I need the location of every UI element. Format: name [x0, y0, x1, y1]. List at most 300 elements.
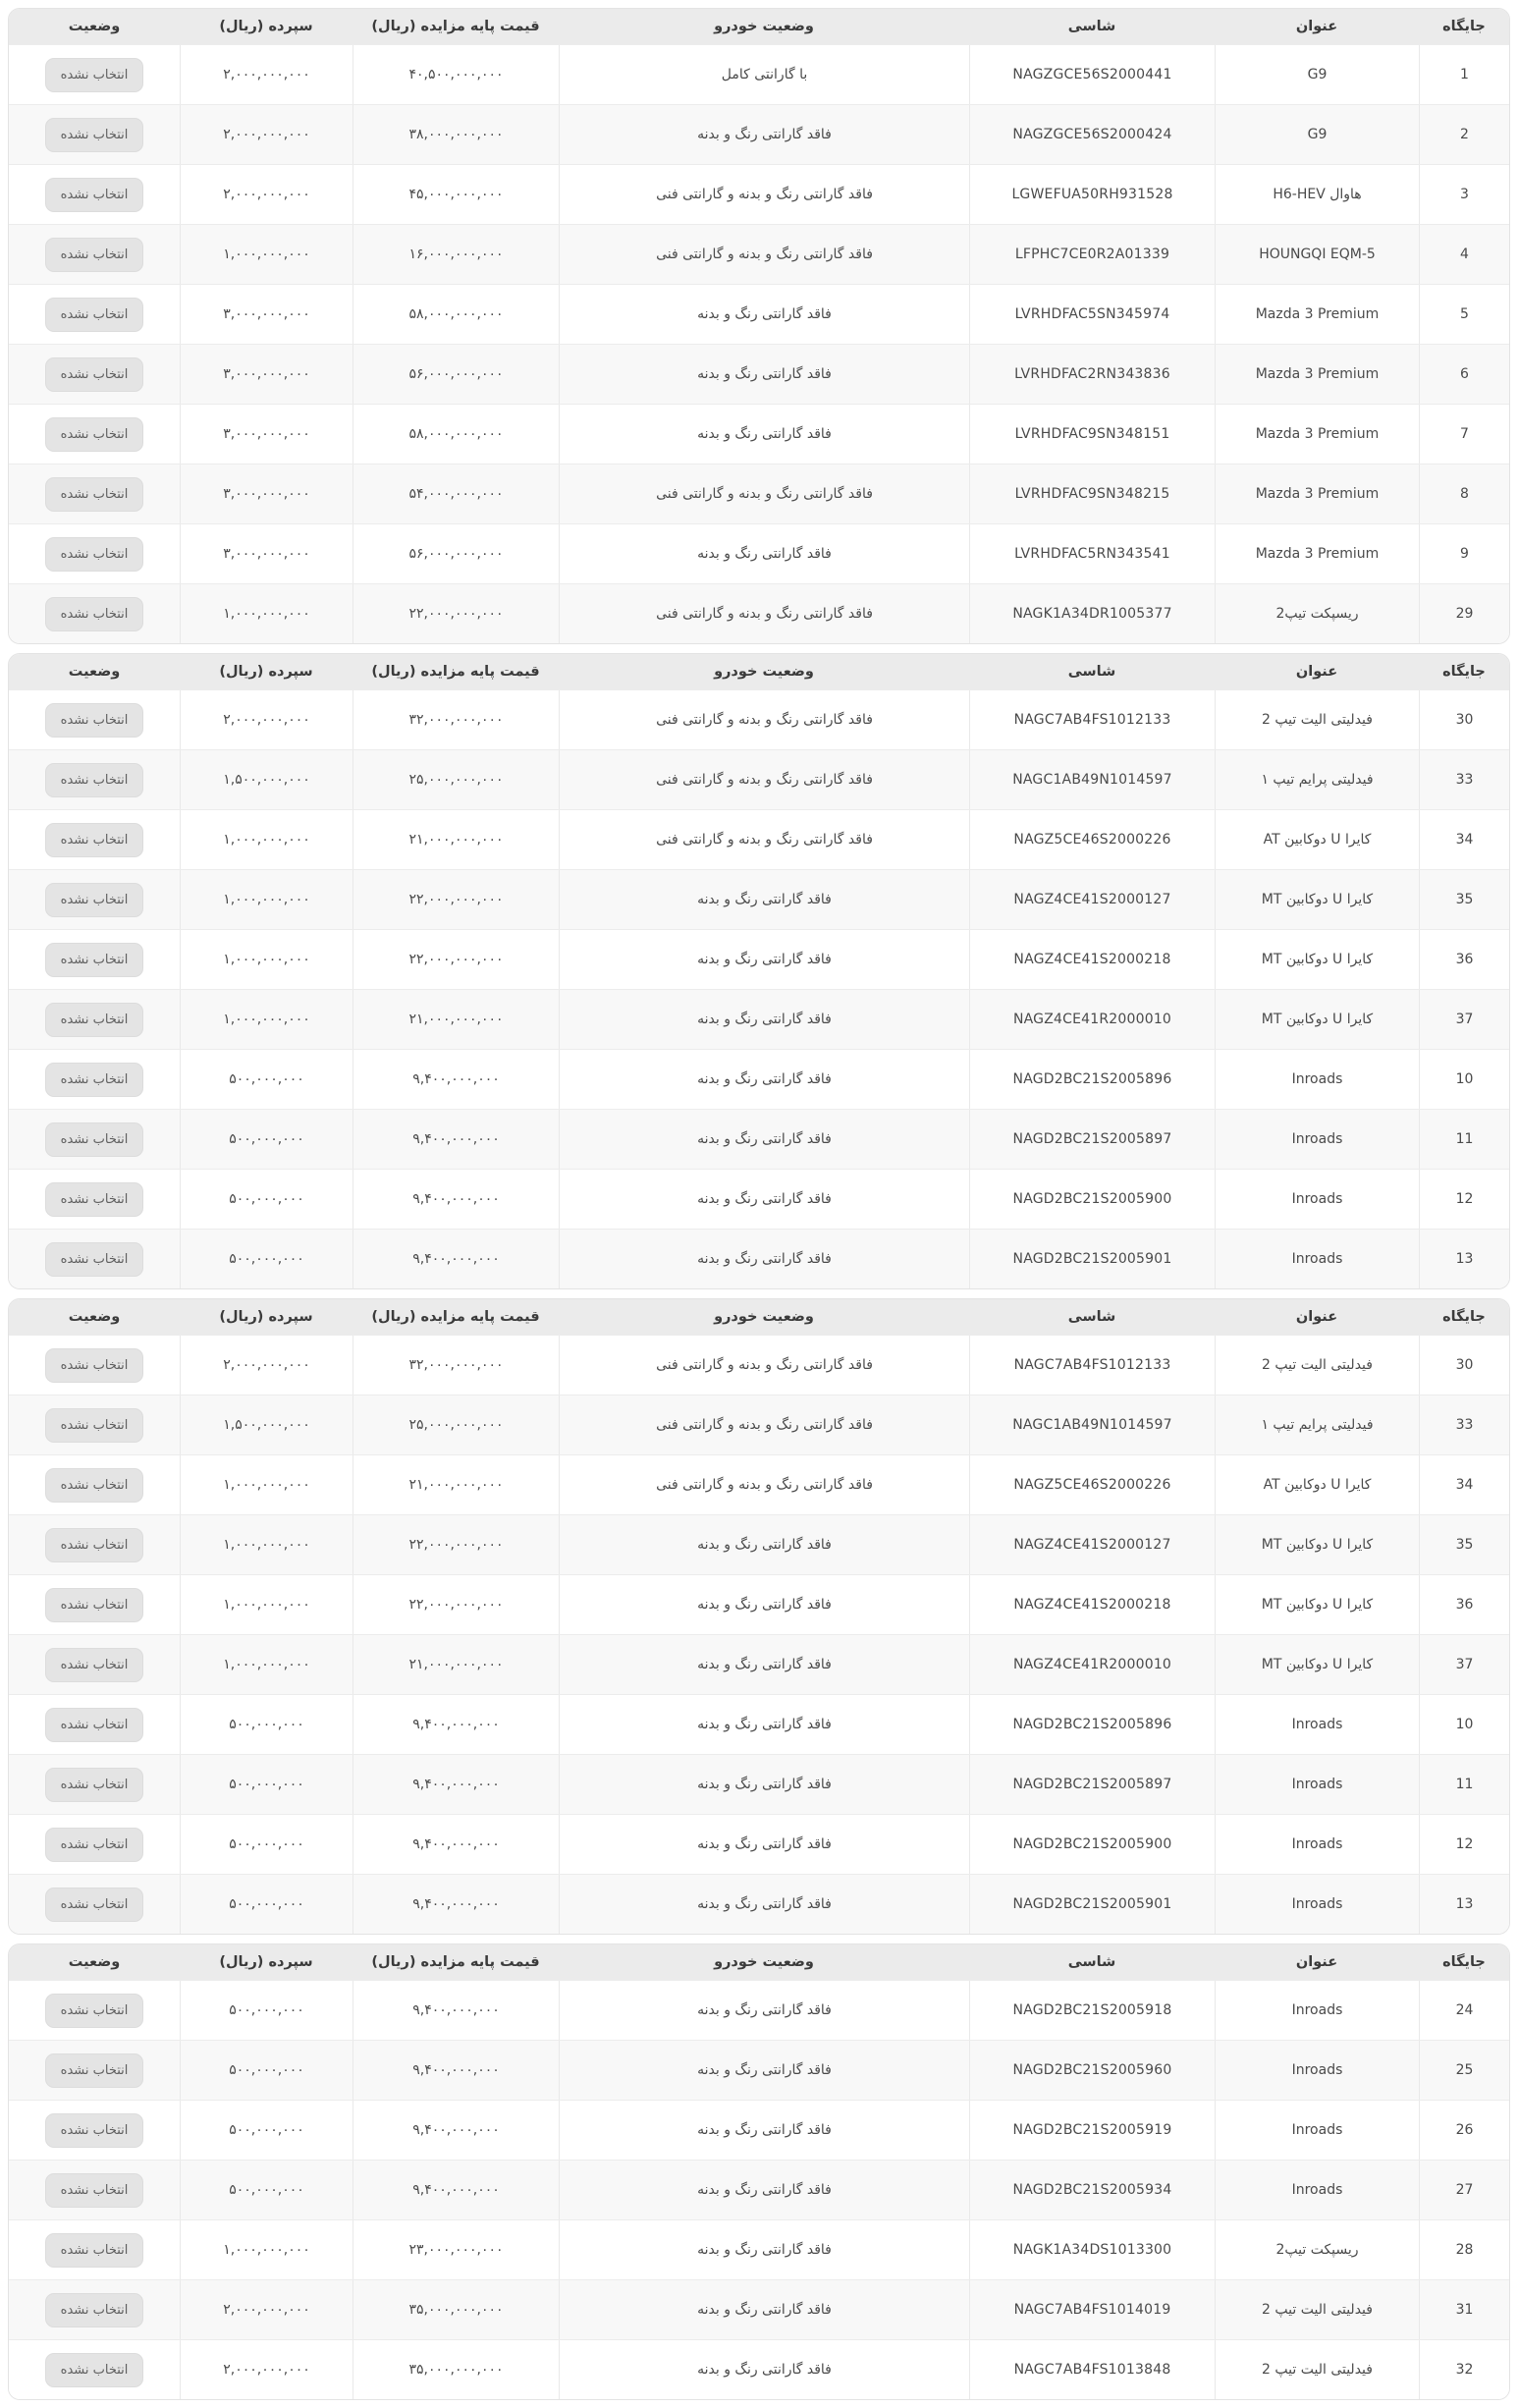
cell-position: 29 [1419, 584, 1509, 643]
cell-base-price: ۵۴,۰۰۰,۰۰۰,۰۰۰ [352, 465, 559, 523]
cell-base-price: ۳۵,۰۰۰,۰۰۰,۰۰۰ [352, 2340, 559, 2399]
cell-title: Inroads [1215, 1695, 1419, 1754]
cell-position: 32 [1419, 2340, 1509, 2399]
cell-base-price: ۹,۴۰۰,۰۰۰,۰۰۰ [352, 1695, 559, 1754]
cell-chassis: NAGZGCE56S2000441 [969, 45, 1215, 104]
cell-title: Inroads [1215, 1755, 1419, 1814]
table-row [9, 2040, 1509, 2100]
cell-title: Mazda 3 Premium [1215, 345, 1419, 404]
status-not-selected-button[interactable]: انتخاب نشده [45, 2173, 144, 2208]
table-row [9, 404, 1509, 464]
cell-status [9, 750, 180, 809]
status-not-selected-button[interactable]: انتخاب نشده [45, 2353, 144, 2387]
status-not-selected-button[interactable]: انتخاب نشده [45, 823, 144, 857]
cell-deposit: ۲,۰۰۰,۰۰۰,۰۰۰ [180, 105, 352, 164]
status-not-selected-button[interactable]: انتخاب نشده [45, 1468, 144, 1503]
cell-vehicle-condition: فاقد گارانتی رنگ و بدنه و گارانتی فنی [559, 465, 969, 523]
table-row [9, 1980, 1509, 2040]
cell-chassis: NAGD2BC21S2005897 [969, 1110, 1215, 1169]
cell-vehicle-condition: فاقد گارانتی رنگ و بدنه [559, 870, 969, 929]
cell-vehicle-condition: فاقد گارانتی رنگ و بدنه و گارانتی فنی [559, 584, 969, 643]
table-row [9, 2100, 1509, 2160]
cell-status [9, 584, 180, 643]
cell-position: 25 [1419, 2041, 1509, 2100]
table-row [9, 164, 1509, 224]
cell-chassis: NAGD2BC21S2005960 [969, 2041, 1215, 2100]
cell-title: کایرا U دوکابین MT [1215, 930, 1419, 989]
status-not-selected-button[interactable]: انتخاب نشده [45, 1063, 144, 1097]
cell-base-price: ۲۲,۰۰۰,۰۰۰,۰۰۰ [352, 870, 559, 929]
column-header: وضعیت [68, 1954, 121, 1970]
status-not-selected-button[interactable]: انتخاب نشده [45, 1828, 144, 1862]
cell-base-price: ۵۶,۰۰۰,۰۰۰,۰۰۰ [352, 524, 559, 583]
table-row [9, 523, 1509, 583]
table-row [9, 2279, 1509, 2339]
cell-deposit: ۳,۰۰۰,۰۰۰,۰۰۰ [180, 345, 352, 404]
cell-base-price: ۹,۴۰۰,۰۰۰,۰۰۰ [352, 1755, 559, 1814]
cell-chassis: NAGD2BC21S2005918 [969, 1981, 1215, 2040]
cell-base-price: ۹,۴۰۰,۰۰۰,۰۰۰ [352, 2161, 559, 2219]
cell-title: Inroads [1215, 1875, 1419, 1934]
cell-base-price: ۵۸,۰۰۰,۰۰۰,۰۰۰ [352, 405, 559, 464]
cell-position: 10 [1419, 1050, 1509, 1109]
cell-vehicle-condition: فاقد گارانتی رنگ و بدنه [559, 1695, 969, 1754]
status-not-selected-button[interactable]: انتخاب نشده [45, 1648, 144, 1682]
cell-position: 30 [1419, 1336, 1509, 1395]
table-row [9, 1874, 1509, 1934]
cell-vehicle-condition: فاقد گارانتی رنگ و بدنه [559, 345, 969, 404]
cell-deposit: ۲,۰۰۰,۰۰۰,۰۰۰ [180, 2280, 352, 2339]
cell-chassis: NAGD2BC21S2005900 [969, 1170, 1215, 1229]
cell-title: ریسپکت تیپ2 [1215, 2220, 1419, 2279]
cell-base-price: ۲۵,۰۰۰,۰۰۰,۰۰۰ [352, 1396, 559, 1454]
status-not-selected-button[interactable]: انتخاب نشده [45, 2053, 144, 2088]
cell-chassis: NAGC7AB4FS1013848 [969, 2340, 1215, 2399]
status-not-selected-button[interactable]: انتخاب نشده [45, 357, 144, 392]
cell-vehicle-condition: فاقد گارانتی رنگ و بدنه [559, 1050, 969, 1109]
column-header: عنوان [1295, 19, 1338, 34]
status-not-selected-button[interactable]: انتخاب نشده [45, 2113, 144, 2148]
cell-chassis: LVRHDFAC9SN348215 [969, 465, 1215, 523]
cell-position: 37 [1419, 990, 1509, 1049]
cell-chassis: NAGD2BC21S2005896 [969, 1050, 1215, 1109]
cell-vehicle-condition: فاقد گارانتی رنگ و بدنه [559, 1815, 969, 1874]
cell-position: 7 [1419, 405, 1509, 464]
column-header: سپرده (ریال) [219, 19, 313, 34]
cell-position: 12 [1419, 1815, 1509, 1874]
cell-deposit: ۵۰۰,۰۰۰,۰۰۰ [180, 1170, 352, 1229]
table-row [9, 344, 1509, 404]
column-header: وضعیت [68, 19, 121, 34]
column-header: قیمت پایه مزایده (ریال) [371, 1954, 540, 1970]
table-header-row [9, 654, 1509, 689]
column-header: جایگاه [1442, 19, 1486, 34]
cell-title: کایرا U دوکابین AT [1215, 810, 1419, 869]
cell-status [9, 105, 180, 164]
cell-status [9, 1515, 180, 1574]
cell-base-price: ۲۱,۰۰۰,۰۰۰,۰۰۰ [352, 1635, 559, 1694]
status-not-selected-button[interactable]: انتخاب نشده [45, 1348, 144, 1383]
table-row [9, 104, 1509, 164]
status-not-selected-button[interactable]: انتخاب نشده [45, 763, 144, 797]
cell-vehicle-condition: فاقد گارانتی رنگ و بدنه [559, 1170, 969, 1229]
cell-deposit: ۲,۰۰۰,۰۰۰,۰۰۰ [180, 2340, 352, 2399]
cell-deposit: ۱,۰۰۰,۰۰۰,۰۰۰ [180, 584, 352, 643]
cell-title: Mazda 3 Premium [1215, 465, 1419, 523]
table-row [9, 464, 1509, 523]
column-header: شاسی [1067, 1954, 1116, 1970]
table-header-row [9, 1299, 1509, 1335]
cell-deposit: ۵۰۰,۰۰۰,۰۰۰ [180, 1981, 352, 2040]
cell-status [9, 2280, 180, 2339]
status-not-selected-button[interactable]: انتخاب نشده [45, 238, 144, 272]
cell-vehicle-condition: فاقد گارانتی رنگ و بدنه [559, 1981, 969, 2040]
cell-status [9, 1230, 180, 1288]
table-row [9, 929, 1509, 989]
cell-title: Inroads [1215, 1981, 1419, 2040]
cell-base-price: ۲۲,۰۰۰,۰۰۰,۰۰۰ [352, 1515, 559, 1574]
column-header: عنوان [1295, 1309, 1338, 1325]
cell-title: فیدلیتی الیت تیپ 2 [1215, 1336, 1419, 1395]
column-header: شاسی [1067, 19, 1116, 34]
cell-base-price: ۴۰,۵۰۰,۰۰۰,۰۰۰ [352, 45, 559, 104]
cell-chassis: LVRHDFAC9SN348151 [969, 405, 1215, 464]
cell-position: 3 [1419, 165, 1509, 224]
cell-base-price: ۲۲,۰۰۰,۰۰۰,۰۰۰ [352, 584, 559, 643]
cell-position: 8 [1419, 465, 1509, 523]
cell-chassis: NAGD2BC21S2005901 [969, 1230, 1215, 1288]
status-not-selected-button[interactable]: انتخاب نشده [45, 118, 144, 152]
cell-position: 1 [1419, 45, 1509, 104]
status-not-selected-button[interactable]: انتخاب نشده [45, 2293, 144, 2327]
cell-status [9, 1695, 180, 1754]
cell-title: Inroads [1215, 1170, 1419, 1229]
cell-deposit: ۲,۰۰۰,۰۰۰,۰۰۰ [180, 1336, 352, 1395]
status-not-selected-button[interactable]: انتخاب نشده [45, 1994, 144, 2028]
cell-vehicle-condition: فاقد گارانتی رنگ و بدنه [559, 1515, 969, 1574]
status-not-selected-button[interactable]: انتخاب نشده [45, 298, 144, 332]
cell-title: فیدلیتی الیت تیپ 2 [1215, 2340, 1419, 2399]
cell-position: 27 [1419, 2161, 1509, 2219]
cell-deposit: ۱,۰۰۰,۰۰۰,۰۰۰ [180, 930, 352, 989]
cell-chassis: NAGZ4CE41R2000010 [969, 1635, 1215, 1694]
column-header: جایگاه [1442, 1954, 1486, 1970]
column-header: قیمت پایه مزایده (ریال) [371, 664, 540, 680]
cell-position: 36 [1419, 1575, 1509, 1634]
cell-status [9, 930, 180, 989]
cell-title: Inroads [1215, 1230, 1419, 1288]
cell-status [9, 1336, 180, 1395]
status-not-selected-button[interactable]: انتخاب نشده [45, 1003, 144, 1037]
cell-deposit: ۳,۰۰۰,۰۰۰,۰۰۰ [180, 465, 352, 523]
cell-chassis: NAGD2BC21S2005900 [969, 1815, 1215, 1874]
table-row [9, 224, 1509, 284]
column-header: شاسی [1067, 1309, 1116, 1325]
column-header: وضعیت خودرو [714, 1309, 814, 1325]
cell-title: Inroads [1215, 2041, 1419, 2100]
cell-vehicle-condition: فاقد گارانتی رنگ و بدنه [559, 1755, 969, 1814]
cell-chassis: NAGD2BC21S2005901 [969, 1875, 1215, 1934]
cell-title: کایرا U دوکابین MT [1215, 1515, 1419, 1574]
cell-vehicle-condition: فاقد گارانتی رنگ و بدنه [559, 2280, 969, 2339]
cell-chassis: NAGC7AB4FS1014019 [969, 2280, 1215, 2339]
cell-deposit: ۱,۰۰۰,۰۰۰,۰۰۰ [180, 1575, 352, 1634]
cell-vehicle-condition: فاقد گارانتی رنگ و بدنه [559, 524, 969, 583]
cell-deposit: ۱,۵۰۰,۰۰۰,۰۰۰ [180, 750, 352, 809]
cell-position: 26 [1419, 2101, 1509, 2160]
cell-chassis: NAGK1A34DS1013300 [969, 2220, 1215, 2279]
cell-vehicle-condition: فاقد گارانتی رنگ و بدنه [559, 2101, 969, 2160]
cell-title: Inroads [1215, 2161, 1419, 2219]
status-not-selected-button[interactable]: انتخاب نشده [45, 417, 144, 452]
cell-title: Inroads [1215, 2101, 1419, 2160]
cell-position: 13 [1419, 1875, 1509, 1934]
status-not-selected-button[interactable]: انتخاب نشده [45, 537, 144, 572]
cell-position: 5 [1419, 285, 1509, 344]
cell-chassis: NAGK1A34DR1005377 [969, 584, 1215, 643]
cell-title: فیدلیتی پرایم تیپ ۱ [1215, 1396, 1419, 1454]
table-header-row [9, 9, 1509, 44]
cell-status [9, 524, 180, 583]
cell-title: G9 [1215, 105, 1419, 164]
cell-deposit: ۲,۰۰۰,۰۰۰,۰۰۰ [180, 165, 352, 224]
status-not-selected-button[interactable]: انتخاب نشده [45, 1122, 144, 1157]
cell-chassis: NAGZ4CE41S2000127 [969, 870, 1215, 929]
cell-status [9, 1575, 180, 1634]
cell-status [9, 1050, 180, 1109]
cell-chassis: NAGD2BC21S2005919 [969, 2101, 1215, 2160]
cell-base-price: ۲۱,۰۰۰,۰۰۰,۰۰۰ [352, 990, 559, 1049]
cell-deposit: ۳,۰۰۰,۰۰۰,۰۰۰ [180, 405, 352, 464]
table-row [9, 1514, 1509, 1574]
status-not-selected-button[interactable]: انتخاب نشده [45, 58, 144, 92]
table-row [9, 1049, 1509, 1109]
cell-base-price: ۹,۴۰۰,۰۰۰,۰۰۰ [352, 2041, 559, 2100]
cell-vehicle-condition: فاقد گارانتی رنگ و بدنه [559, 930, 969, 989]
status-not-selected-button[interactable]: انتخاب نشده [45, 1708, 144, 1742]
cell-title: Inroads [1215, 1815, 1419, 1874]
cell-chassis: LGWEFUA50RH931528 [969, 165, 1215, 224]
cell-position: 35 [1419, 1515, 1509, 1574]
cell-position: 31 [1419, 2280, 1509, 2339]
cell-title: فیدلیتی پرایم تیپ ۱ [1215, 750, 1419, 809]
cell-base-price: ۹,۴۰۰,۰۰۰,۰۰۰ [352, 1170, 559, 1229]
cell-vehicle-condition: فاقد گارانتی رنگ و بدنه [559, 1875, 969, 1934]
cell-vehicle-condition: با گارانتی کامل [559, 45, 969, 104]
cell-position: 13 [1419, 1230, 1509, 1288]
status-not-selected-button[interactable]: انتخاب نشده [45, 703, 144, 738]
cell-base-price: ۵۸,۰۰۰,۰۰۰,۰۰۰ [352, 285, 559, 344]
cell-base-price: ۳۲,۰۰۰,۰۰۰,۰۰۰ [352, 690, 559, 749]
column-header: شاسی [1067, 664, 1116, 680]
cell-deposit: ۲,۰۰۰,۰۰۰,۰۰۰ [180, 45, 352, 104]
cell-base-price: ۲۱,۰۰۰,۰۰۰,۰۰۰ [352, 810, 559, 869]
status-not-selected-button[interactable]: انتخاب نشده [45, 1528, 144, 1562]
status-not-selected-button[interactable]: انتخاب نشده [45, 1768, 144, 1802]
cell-status [9, 810, 180, 869]
cell-status [9, 225, 180, 284]
table-body [9, 44, 1509, 643]
cell-deposit: ۵۰۰,۰۰۰,۰۰۰ [180, 2101, 352, 2160]
table-body [9, 689, 1509, 1288]
cell-position: 33 [1419, 750, 1509, 809]
cell-position: 33 [1419, 1396, 1509, 1454]
cell-status [9, 2161, 180, 2219]
cell-title: کایرا U دوکابین AT [1215, 1455, 1419, 1514]
status-not-selected-button[interactable]: انتخاب نشده [45, 477, 144, 512]
cell-status [9, 345, 180, 404]
cell-deposit: ۱,۰۰۰,۰۰۰,۰۰۰ [180, 1515, 352, 1574]
cell-deposit: ۱,۰۰۰,۰۰۰,۰۰۰ [180, 810, 352, 869]
cell-base-price: ۲۱,۰۰۰,۰۰۰,۰۰۰ [352, 1455, 559, 1514]
table-row [9, 809, 1509, 869]
cell-base-price: ۹,۴۰۰,۰۰۰,۰۰۰ [352, 1875, 559, 1934]
table-body [9, 1335, 1509, 1934]
column-header: وضعیت [68, 664, 121, 680]
cell-position: 6 [1419, 345, 1509, 404]
cell-deposit: ۵۰۰,۰۰۰,۰۰۰ [180, 1875, 352, 1934]
cell-position: 34 [1419, 1455, 1509, 1514]
cell-title: کایرا U دوکابین MT [1215, 1575, 1419, 1634]
status-not-selected-button[interactable]: انتخاب نشده [45, 178, 144, 212]
cell-title: هاوال H6-HEV [1215, 165, 1419, 224]
column-header: عنوان [1295, 1954, 1338, 1970]
cell-base-price: ۱۶,۰۰۰,۰۰۰,۰۰۰ [352, 225, 559, 284]
cell-base-price: ۹,۴۰۰,۰۰۰,۰۰۰ [352, 1981, 559, 2040]
status-not-selected-button[interactable]: انتخاب نشده [45, 1588, 144, 1622]
cell-status [9, 1755, 180, 1814]
status-not-selected-button[interactable]: انتخاب نشده [45, 943, 144, 977]
column-header: سپرده (ریال) [219, 1309, 313, 1325]
status-not-selected-button[interactable]: انتخاب نشده [45, 1242, 144, 1277]
table-row [9, 2339, 1509, 2399]
cell-status [9, 1815, 180, 1874]
cell-chassis: NAGZ4CE41S2000127 [969, 1515, 1215, 1574]
cell-title: ریسپکت تیپ2 [1215, 584, 1419, 643]
cell-status [9, 1635, 180, 1694]
cell-vehicle-condition: فاقد گارانتی رنگ و بدنه و گارانتی فنی [559, 1455, 969, 1514]
cell-title: فیدلیتی الیت تیپ 2 [1215, 2280, 1419, 2339]
table-row [9, 2160, 1509, 2219]
cell-chassis: NAGC1AB49N1014597 [969, 1396, 1215, 1454]
cell-position: 10 [1419, 1695, 1509, 1754]
table-row [9, 284, 1509, 344]
column-header: وضعیت خودرو [714, 19, 814, 34]
cell-position: 11 [1419, 1110, 1509, 1169]
table-row [9, 1395, 1509, 1454]
cell-chassis: NAGD2BC21S2005934 [969, 2161, 1215, 2219]
cell-position: 12 [1419, 1170, 1509, 1229]
cell-position: 28 [1419, 2220, 1509, 2279]
cell-title: Mazda 3 Premium [1215, 405, 1419, 464]
cell-title: کایرا U دوکابین MT [1215, 1635, 1419, 1694]
cell-deposit: ۱,۰۰۰,۰۰۰,۰۰۰ [180, 870, 352, 929]
table-row [9, 1109, 1509, 1169]
cell-title: Inroads [1215, 1110, 1419, 1169]
cell-base-price: ۹,۴۰۰,۰۰۰,۰۰۰ [352, 1815, 559, 1874]
cell-vehicle-condition: فاقد گارانتی رنگ و بدنه و گارانتی فنی [559, 750, 969, 809]
table-row [9, 1694, 1509, 1754]
column-header: قیمت پایه مزایده (ریال) [371, 19, 540, 34]
table-row [9, 749, 1509, 809]
cell-chassis: LVRHDFAC2RN343836 [969, 345, 1215, 404]
table-row [9, 44, 1509, 104]
cell-deposit: ۱,۰۰۰,۰۰۰,۰۰۰ [180, 2220, 352, 2279]
status-not-selected-button[interactable]: انتخاب نشده [45, 883, 144, 917]
status-not-selected-button[interactable]: انتخاب نشده [45, 2233, 144, 2268]
cell-deposit: ۳,۰۰۰,۰۰۰,۰۰۰ [180, 285, 352, 344]
cell-title: Mazda 3 Premium [1215, 285, 1419, 344]
cell-base-price: ۳۲,۰۰۰,۰۰۰,۰۰۰ [352, 1336, 559, 1395]
table-row [9, 1814, 1509, 1874]
column-header: جایگاه [1442, 1309, 1486, 1325]
auction-table [8, 653, 1510, 1289]
cell-status [9, 2101, 180, 2160]
cell-chassis: NAGZ4CE41S2000218 [969, 1575, 1215, 1634]
cell-chassis: NAGD2BC21S2005896 [969, 1695, 1215, 1754]
cell-deposit: ۱,۵۰۰,۰۰۰,۰۰۰ [180, 1396, 352, 1454]
cell-status [9, 870, 180, 929]
column-header: وضعیت خودرو [714, 1954, 814, 1970]
status-not-selected-button[interactable]: انتخاب نشده [45, 1888, 144, 1922]
cell-status [9, 1981, 180, 2040]
cell-status [9, 285, 180, 344]
cell-deposit: ۱,۰۰۰,۰۰۰,۰۰۰ [180, 1455, 352, 1514]
cell-chassis: NAGZ5CE46S2000226 [969, 1455, 1215, 1514]
cell-vehicle-condition: فاقد گارانتی رنگ و بدنه [559, 1635, 969, 1694]
cell-base-price: ۳۸,۰۰۰,۰۰۰,۰۰۰ [352, 105, 559, 164]
cell-vehicle-condition: فاقد گارانتی رنگ و بدنه و گارانتی فنی [559, 1336, 969, 1395]
cell-vehicle-condition: فاقد گارانتی رنگ و بدنه و گارانتی فنی [559, 690, 969, 749]
column-header: قیمت پایه مزایده (ریال) [371, 1309, 540, 1325]
auction-table [8, 1298, 1510, 1935]
cell-vehicle-condition: فاقد گارانتی رنگ و بدنه [559, 1230, 969, 1288]
cell-position: 30 [1419, 690, 1509, 749]
auction-table [8, 8, 1510, 644]
cell-deposit: ۲,۰۰۰,۰۰۰,۰۰۰ [180, 690, 352, 749]
table-row [9, 1169, 1509, 1229]
cell-vehicle-condition: فاقد گارانتی رنگ و بدنه و گارانتی فنی [559, 225, 969, 284]
cell-deposit: ۵۰۰,۰۰۰,۰۰۰ [180, 1110, 352, 1169]
cell-vehicle-condition: فاقد گارانتی رنگ و بدنه [559, 105, 969, 164]
status-not-selected-button[interactable]: انتخاب نشده [45, 597, 144, 631]
cell-chassis: LVRHDFAC5RN343541 [969, 524, 1215, 583]
cell-status [9, 45, 180, 104]
column-header: عنوان [1295, 664, 1338, 680]
column-header: سپرده (ریال) [219, 664, 313, 680]
cell-position: 35 [1419, 870, 1509, 929]
cell-deposit: ۱,۰۰۰,۰۰۰,۰۰۰ [180, 225, 352, 284]
cell-deposit: ۱,۰۰۰,۰۰۰,۰۰۰ [180, 1635, 352, 1694]
cell-vehicle-condition: فاقد گارانتی رنگ و بدنه [559, 2340, 969, 2399]
status-not-selected-button[interactable]: انتخاب نشده [45, 1408, 144, 1443]
cell-position: 34 [1419, 810, 1509, 869]
cell-status [9, 1170, 180, 1229]
cell-vehicle-condition: فاقد گارانتی رنگ و بدنه و گارانتی فنی [559, 1396, 969, 1454]
cell-base-price: ۹,۴۰۰,۰۰۰,۰۰۰ [352, 1230, 559, 1288]
cell-base-price: ۹,۴۰۰,۰۰۰,۰۰۰ [352, 1050, 559, 1109]
table-row [9, 689, 1509, 749]
cell-chassis: NAGC7AB4FS1012133 [969, 1336, 1215, 1395]
cell-base-price: ۵۶,۰۰۰,۰۰۰,۰۰۰ [352, 345, 559, 404]
cell-position: 2 [1419, 105, 1509, 164]
table-row [9, 2219, 1509, 2279]
table-row [9, 989, 1509, 1049]
cell-base-price: ۹,۴۰۰,۰۰۰,۰۰۰ [352, 1110, 559, 1169]
table-row [9, 869, 1509, 929]
status-not-selected-button[interactable]: انتخاب نشده [45, 1182, 144, 1217]
cell-deposit: ۵۰۰,۰۰۰,۰۰۰ [180, 2041, 352, 2100]
